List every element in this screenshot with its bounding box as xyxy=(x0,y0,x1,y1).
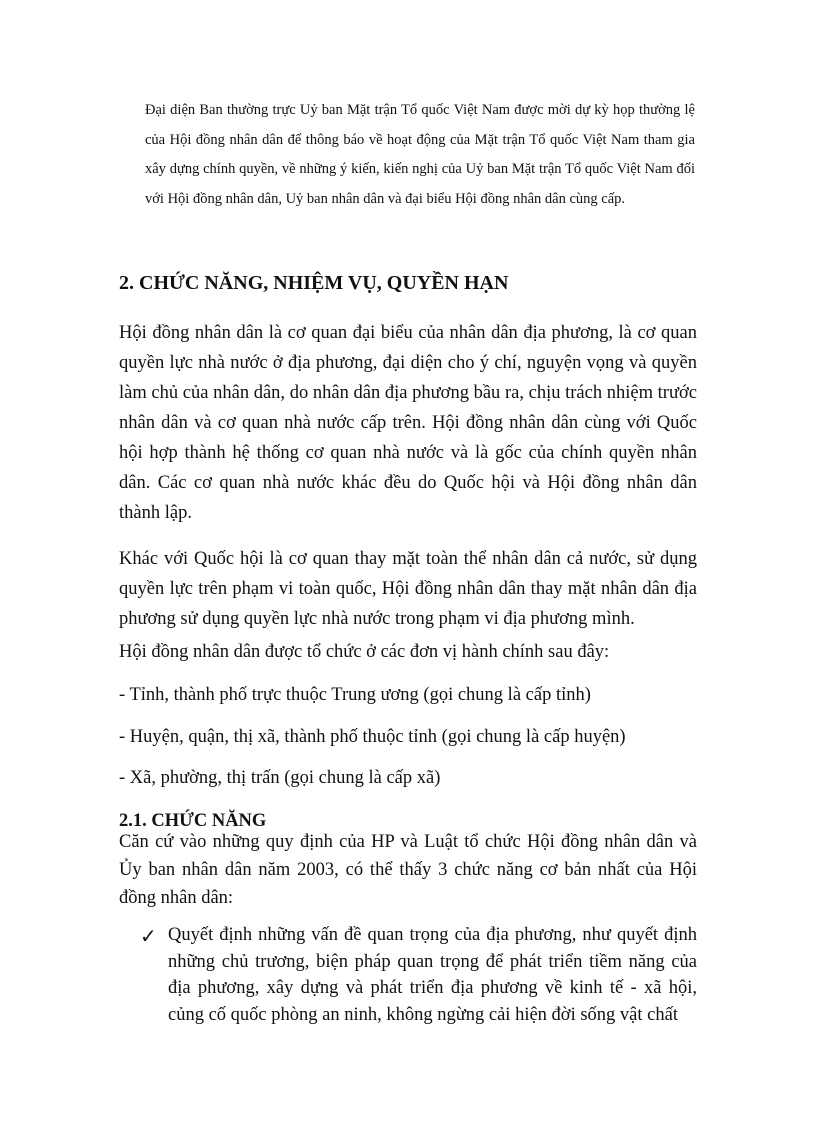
list-item: - Tỉnh, thành phố trực thuộc Trung ương (gọi chung là cấp tỉnh) xyxy=(119,685,591,705)
paragraph-admin-units-intro: Hội đồng nhân dân được tổ chức ở các đơn vị hành chính sau đây: xyxy=(119,642,610,662)
paragraph-comparison: Khác với Quốc hội là cơ quan thay mặt toàn thể nhân dân cả nước, sử dụng quyền lực trên phạm vi toàn quốc, Hội đồng nhân dân thay mặt nhân dân địa phương sử dụng quyền lực nhà nước trong phạm vi địa phương mình. xyxy=(119,549,697,629)
check-item-text: Quyết định những vấn đề quan trọng của địa phương, như quyết định những chủ trương, biện pháp quan trọng để phát triển tiềm năng của địa phương, xây dựng và phát triển địa phương về kinh tế - xã hội, củng cố quốc phòng an ninh, không ngừng cải hiện đời sống vật chất xyxy=(168,925,697,1025)
list-item: - Xã, phường, thị trấn (gọi chung là cấp xã) xyxy=(119,768,441,788)
section-heading: 2. CHỨC NĂNG, NHIỆM VỤ, QUYỀN HẠN xyxy=(119,272,509,294)
subsection-heading: 2.1. CHỨC NĂNG xyxy=(119,811,267,831)
paragraph-definition: Hội đồng nhân dân là cơ quan đại biểu của nhân dân địa phương, là cơ quan quyền lực nhà nước ở địa phương, đại diện cho ý chí, nguyện vọng và quyền làm chủ của nhân dân, do nhân dân địa phương bầu ra, chịu trách nhiệm trước nhân dân và cơ quan nhà nước cấp trên. Hội đồng nhân dân cùng với Quốc hội hợp thành hệ thống cơ quan nhà nước và là gốc của chính quyền nhân dân. Các cơ quan nhà nước khác đều do Quốc hội và Hội đồng nhân dân thành lập. xyxy=(119,323,697,523)
list-item: - Huyện, quận, thị xã, thành phố thuộc tỉnh (gọi chung là cấp huyện) xyxy=(119,727,626,747)
check-list-item xyxy=(140,922,697,1028)
checkmark-icon: ✓ xyxy=(140,924,157,948)
intro-paragraph: Đại diện Ban thường trực Uỷ ban Mặt trận Tổ quốc Việt Nam được mời dự kỳ họp thường lệ của Hội đồng nhân dân để thông báo về hoạt động của Mặt trận Tổ quốc Việt Nam tham gia xây dựng chính quyền, về những ý kiến, kiến nghị của Uỷ ban Mặt trận Tổ quốc Việt Nam đối với Hội đồng nhân dân, Uỷ ban nhân dân và đại biểu Hội đồng nhân dân cùng cấp. xyxy=(145,102,695,207)
paragraph-functions-intro: Căn cứ vào những quy định của HP và Luật tổ chức Hội đồng nhân dân và Ủy ban nhân dân năm 2003, có thể thấy 3 chức năng cơ bản nhất của Hội đồng nhân dân: xyxy=(119,832,697,908)
